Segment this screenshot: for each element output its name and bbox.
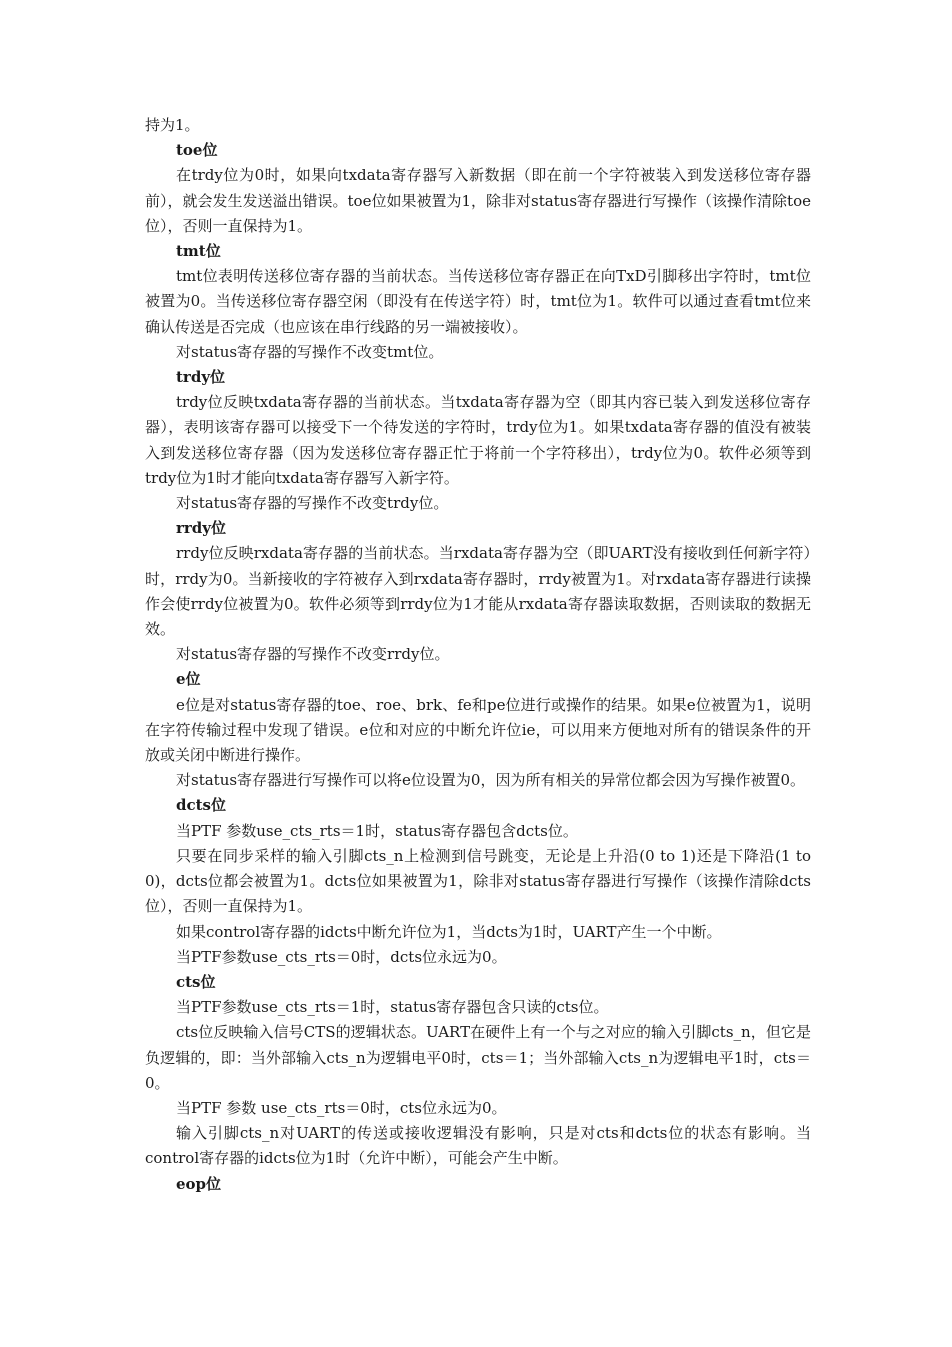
paragraph: 对status寄存器的写操作不改变trdy位。	[176, 494, 449, 513]
paragraph: 当PTF参数use_cts_rts＝0时，dcts位永远为0。	[176, 947, 507, 966]
paragraph: 当PTF参数use_cts_rts＝1时，status寄存器包含只读的cts位。	[176, 998, 609, 1017]
paragraph: 对status寄存器进行写操作可以将e位设置为0，因为所有相关的异常位都会因为写操作被置0。	[176, 771, 806, 790]
paragraph: 当PTF 参数 use_cts_rts＝0时，cts位永远为0。	[176, 1098, 507, 1117]
section-heading-rrdy: rrdy位	[176, 519, 227, 538]
paragraph: 对status寄存器的写操作不改变rrdy位。	[176, 645, 450, 664]
paragraph: tmt位表明传送移位寄存器的当前状态。当传送移位寄存器正在向TxD引脚移出字符时，tmt位被置为0。当传送移位寄存器空闲（即没有在传送字符）时，tmt位为1。软件可以通过查看tmt位来确认传送是否完成（也应该在串行线路的另一端被接收）。	[145, 267, 811, 336]
section-heading-toe: toe位	[176, 141, 218, 160]
section-heading-e: e位	[176, 670, 201, 689]
document-body	[145, 113, 811, 1197]
paragraph: 对status寄存器的写操作不改变tmt位。	[176, 342, 444, 361]
section-heading-eop: eop位	[176, 1174, 222, 1193]
paragraph: 当PTF 参数use_cts_rts＝1时，status寄存器包含dcts位。	[176, 821, 578, 840]
paragraph: e位是对status寄存器的toe、roe、brk、fe和pe位进行或操作的结果。如果e位被置为1，说明在字符传输过程中发现了错误。e位和对应的中断允许位ie，可以用来方便地对所有的错误条件的开放或关闭中断进行操作。	[145, 695, 811, 765]
section-heading-tmt: tmt位	[176, 242, 221, 261]
section-heading-trdy: trdy位	[176, 368, 226, 387]
paragraph: 只要在同步采样的输入引脚cts_n上检测到信号跳变，无论是上升沿(0 to 1)还是下降沿(1 to 0)，dcts位都会被置为1。dcts位如果被置为1，除非对status寄存器进行写操作（该操作清除dcts位），否则一直保持为1。	[145, 846, 811, 916]
paragraph: 持为1。	[145, 116, 200, 134]
section-heading-cts: cts位	[176, 972, 216, 991]
paragraph: trdy位反映txdata寄存器的当前状态。当txdata寄存器为空（即其内容已装入到发送移位寄存器），表明该寄存器可以接受下一个待发送的字符时，trdy位为1。如果txdata寄存器的值没有被装入到发送移位寄存器（因为发送移位寄存器正忙于将前一个字符移出），trdy位为0。软件必须等到trdy位为1时才能向txdata寄存器写入新字符。	[145, 393, 811, 487]
paragraph: 在trdy位为0时，如果向txdata寄存器写入新数据（即在前一个字符被装入到发送移位寄存器前），就会发生发送溢出错误。toe位如果被置为1，除非对status寄存器进行写操作（该操作清除toe位），否则一直保持为1。	[145, 166, 811, 235]
paragraph: 如果control寄存器的idcts中断允许位为1，当dcts为1时，UART产生一个中断。	[176, 922, 722, 941]
section-heading-dcts: dcts位	[176, 796, 226, 815]
paragraph: cts位反映输入信号CTS的逻辑状态。UART在硬件上有一个与之对应的输入引脚cts_n，但它是负逻辑的，即：当外部输入cts_n为逻辑电平0时，cts＝1；当外部输入cts_n为逻辑电平1时，cts＝0。	[145, 1023, 811, 1092]
paragraph: 输入引脚cts_n对UART的传送或接收逻辑没有影响，只是对cts和dcts位的状态有影响。当control寄存器的idcts位为1时（允许中断），可能会产生中断。	[145, 1124, 811, 1168]
paragraph: rrdy位反映rxdata寄存器的当前状态。当rxdata寄存器为空（即UART没有接收到任何新字符）时，rrdy为0。当新接收的字符被存入到rxdata寄存器时，rrdy被置为1。对rxdata寄存器进行读操作会使rrdy位被置为0。软件必须等到rrdy位为1才能从rxdata寄存器读取数据，否则读取的数据无效。	[145, 544, 811, 639]
